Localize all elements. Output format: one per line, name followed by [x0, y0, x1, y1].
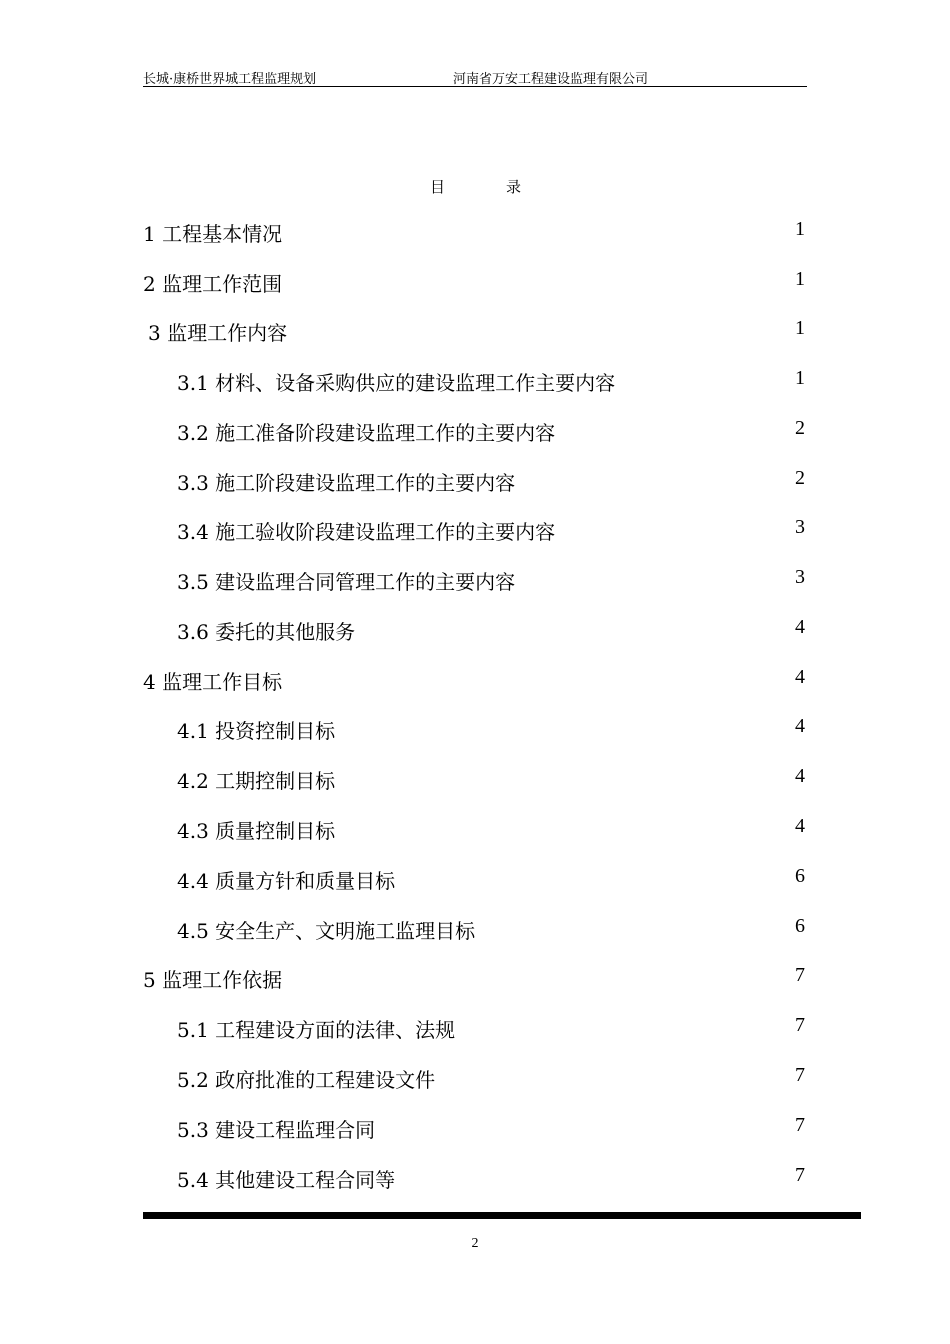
toc-entry[interactable] — [0, 715, 950, 745]
toc-entry[interactable] — [0, 268, 950, 298]
toc-entry-page: 3 — [795, 566, 805, 588]
toc-entry-page: 1 — [795, 268, 805, 290]
toc-entry-label: 4.5 安全生产、文明施工监理目标 — [177, 919, 476, 943]
toc-entry[interactable] — [0, 417, 950, 447]
toc-entry[interactable] — [0, 1114, 950, 1144]
toc-entry-label: 3 监理工作内容 — [148, 321, 288, 345]
toc-entry-label: 4.2 工期控制目标 — [177, 769, 336, 793]
toc-entry[interactable] — [0, 616, 950, 646]
toc-entry-page: 7 — [795, 1164, 805, 1186]
toc-entry-label: 5.3 建设工程监理合同 — [177, 1118, 376, 1142]
toc-entry-page: 4 — [795, 815, 805, 837]
toc-entry[interactable] — [0, 964, 950, 994]
toc-entry-label: 5.4 其他建设工程合同等 — [177, 1168, 396, 1192]
toc-entry[interactable] — [0, 865, 950, 895]
toc-entry-label: 5 监理工作依据 — [143, 968, 283, 992]
toc-entry-label: 3.3 施工阶段建设监理工作的主要内容 — [177, 471, 516, 495]
toc-entry-page: 3 — [795, 516, 805, 538]
toc-entry-label: 3.4 施工验收阶段建设监理工作的主要内容 — [177, 520, 556, 544]
toc-entry-page: 1 — [795, 317, 805, 339]
page-number: 2 — [471, 1236, 479, 1251]
toc-entry[interactable] — [0, 765, 950, 795]
toc-entry[interactable] — [0, 516, 950, 546]
toc-entry-label: 4.1 投资控制目标 — [177, 719, 336, 743]
toc-entry-page: 6 — [795, 915, 805, 937]
toc-entry[interactable] — [0, 815, 950, 845]
toc-entry-page: 2 — [795, 417, 805, 439]
toc-entry-page: 7 — [795, 1064, 805, 1086]
toc-title-char-1: 目 — [430, 178, 446, 196]
header-project-title: 长城·康桥世界城工程监理规划 — [143, 72, 317, 87]
toc-entry-page: 2 — [795, 467, 805, 489]
toc-entry-page: 4 — [795, 715, 805, 737]
toc-entry[interactable] — [0, 666, 950, 696]
toc-entry-page: 4 — [795, 616, 805, 638]
toc-entry[interactable] — [0, 915, 950, 945]
toc-entry-page: 1 — [795, 367, 805, 389]
toc-entry-label: 3.1 材料、设备采购供应的建设监理工作主要内容 — [177, 371, 616, 395]
toc-entry[interactable] — [0, 1164, 950, 1194]
header-company-name: 河南省万安工程建设监理有限公司 — [453, 72, 649, 87]
toc-entry[interactable] — [0, 566, 950, 596]
toc-entry-label: 2 监理工作范围 — [143, 272, 283, 296]
toc-entry-label: 3.5 建设监理合同管理工作的主要内容 — [177, 570, 516, 594]
footer-divider — [143, 1212, 861, 1219]
toc-entry[interactable] — [0, 218, 950, 248]
header-divider — [143, 86, 807, 87]
toc-entry-label: 3.2 施工准备阶段建设监理工作的主要内容 — [177, 421, 556, 445]
toc-entry-label: 3.6 委托的其他服务 — [177, 620, 356, 644]
toc-entry[interactable] — [0, 1064, 950, 1094]
toc-entry-label: 5.1 工程建设方面的法律、法规 — [177, 1018, 456, 1042]
toc-entry[interactable] — [0, 367, 950, 397]
toc-entry[interactable] — [0, 467, 950, 497]
toc-entry-page: 6 — [795, 865, 805, 887]
toc-entry-page: 4 — [795, 765, 805, 787]
toc-title-char-2: 录 — [506, 178, 522, 196]
toc-entry-label: 4.4 质量方针和质量目标 — [177, 869, 396, 893]
toc-entry-page: 7 — [795, 964, 805, 986]
toc-entry-label: 4.3 质量控制目标 — [177, 819, 336, 843]
toc-entry-page: 7 — [795, 1114, 805, 1136]
toc-entry-page: 1 — [795, 218, 805, 240]
toc-entry-page: 4 — [795, 666, 805, 688]
toc-entry-page: 7 — [795, 1014, 805, 1036]
toc-entry[interactable] — [0, 1014, 950, 1044]
toc-entry-label: 1 工程基本情况 — [143, 222, 283, 246]
toc-entry-label: 5.2 政府批准的工程建设文件 — [177, 1068, 436, 1092]
toc-entry[interactable] — [0, 317, 950, 347]
toc-entry-label: 4 监理工作目标 — [143, 670, 283, 694]
